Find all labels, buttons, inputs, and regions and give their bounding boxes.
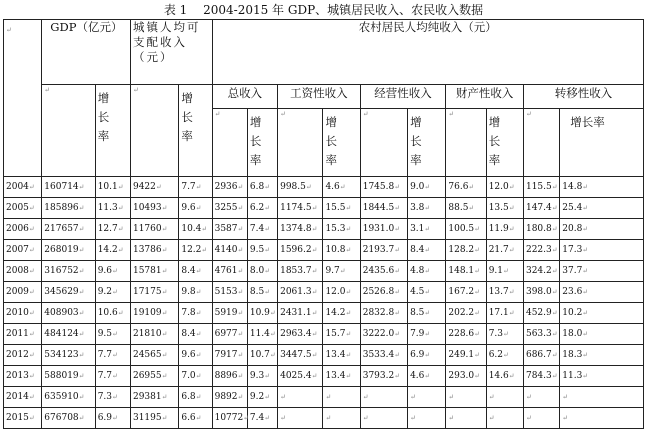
cell-transfer-growth: 10.2↵ [560, 303, 644, 324]
cell-urban-growth: 6.6↵ [179, 408, 212, 429]
table-title: 2004-2015 年 GDP、城镇居民收入、农民收入数据 [203, 3, 484, 17]
cell-business-growth: 4.6↵ [408, 366, 446, 387]
cell-urban-income: 21810↵ [130, 324, 178, 345]
cell-total-income: 10772↵ [212, 408, 247, 429]
cell-year: 2014↵ [4, 387, 42, 408]
cell-business-income: 1745.8↵ [360, 177, 407, 198]
cell-urban-income: 11760↵ [130, 219, 178, 240]
cell-property-growth: 14.6↵ [486, 366, 523, 387]
cell-urban-income: 31195↵ [130, 408, 178, 429]
total-value-header: ↵ [212, 109, 247, 177]
cell-business-growth: ↵ [408, 408, 446, 429]
cell-wage-growth: 13.4↵ [323, 345, 360, 366]
cell-property-income: 128.2↵ [446, 240, 486, 261]
cell-business-income: 3222.0↵ [360, 324, 407, 345]
business-value-header: ↵ [360, 109, 407, 177]
cell-gdp: 217657↵ [42, 219, 95, 240]
cell-property-growth: 17.1↵ [486, 303, 523, 324]
cell-total-growth: 10.9↵ [247, 303, 277, 324]
cell-urban-growth: 9.8↵ [179, 282, 212, 303]
property-value-header: ↵ [446, 109, 486, 177]
cell-transfer-income: 686.7↵ [523, 345, 559, 366]
cell-transfer-income: 115.5↵ [523, 177, 559, 198]
cell-transfer-growth: 11.3↵ [560, 366, 644, 387]
cell-property-growth: 9.1↵ [486, 261, 523, 282]
cell-total-growth: 6.8↵ [247, 177, 277, 198]
cell-business-income: 2832.8↵ [360, 303, 407, 324]
cell-transfer-growth: 20.8↵ [560, 219, 644, 240]
cell-property-growth: 6.2↵ [486, 345, 523, 366]
cell-property-income: 202.2↵ [446, 303, 486, 324]
cell-business-growth: ↵ [408, 387, 446, 408]
cell-gdp-growth: 10.1↵ [95, 177, 130, 198]
cell-gdp-growth: 6.9↵ [95, 408, 130, 429]
cell-property-income: 293.0↵ [446, 366, 486, 387]
cell-gdp-growth: 12.7↵ [95, 219, 130, 240]
cell-wage-growth: 13.4↵ [323, 366, 360, 387]
cell-wage-income: 2963.4↵ [278, 324, 323, 345]
cell-wage-growth: 14.2↵ [323, 303, 360, 324]
table-row [4, 261, 644, 282]
cell-total-growth: 8.0↵ [247, 261, 277, 282]
table-number: 表 1 [163, 3, 188, 17]
table-row [4, 345, 644, 366]
cell-year: 2008↵ [4, 261, 42, 282]
cell-business-income: 1931.0↵ [360, 219, 407, 240]
cell-wage-growth: 4.6↵ [323, 177, 360, 198]
cell-year: 2005↵ [4, 198, 42, 219]
table-row [4, 177, 644, 198]
cell-urban-income: 29381↵ [130, 387, 178, 408]
cell-gdp-growth: 10.6↵ [95, 303, 130, 324]
header-gdp: GDP（亿元） [42, 20, 131, 85]
cell-business-income: 3793.2↵ [360, 366, 407, 387]
cell-wage-income: ↵ [278, 408, 323, 429]
cell-business-growth: 8.4↵ [408, 240, 446, 261]
cell-wage-income: 1853.7↵ [278, 261, 323, 282]
cell-business-growth: 7.9↵ [408, 324, 446, 345]
cell-business-income: ↵ [360, 387, 407, 408]
gdp-value-header: ↵ [42, 85, 95, 177]
cell-transfer-income: 398.0↵ [523, 282, 559, 303]
cell-urban-growth: 10.4↵ [179, 219, 212, 240]
cell-property-growth: 12.0↵ [486, 177, 523, 198]
cell-total-income: 8896↵ [212, 366, 247, 387]
cell-property-growth: ↵ [486, 387, 523, 408]
cell-urban-growth: 7.7↵ [179, 177, 212, 198]
cell-wage-income: 2431.1↵ [278, 303, 323, 324]
cell-total-income: 2936↵ [212, 177, 247, 198]
cell-transfer-income: ↵ [523, 408, 559, 429]
urban-growth-header: 增 长 率 [179, 85, 212, 177]
cell-business-income: 2193.7↵ [360, 240, 407, 261]
header-wage-income: 工资性收入 [278, 85, 361, 109]
cell-transfer-growth: 14.8↵ [560, 177, 644, 198]
cell-transfer-growth: 17.3↵ [560, 240, 644, 261]
cell-gdp-growth: 9.5↵ [95, 324, 130, 345]
cell-gdp: 484124↵ [42, 324, 95, 345]
corner-cell: ↵ [4, 20, 42, 177]
cell-year: 2011↵ [4, 324, 42, 345]
cell-urban-growth: 8.4↵ [179, 324, 212, 345]
cell-urban-growth: 12.2↵ [179, 240, 212, 261]
cell-wage-growth: 10.8↵ [323, 240, 360, 261]
cell-year: 2004↵ [4, 177, 42, 198]
cell-total-income: 9892↵ [212, 387, 247, 408]
cell-property-income: 228.6↵ [446, 324, 486, 345]
property-growth-header: 增 长 率 [486, 109, 523, 177]
cell-gdp-growth: 9.6↵ [95, 261, 130, 282]
cell-business-growth: 4.8↵ [408, 261, 446, 282]
cell-total-income: 4761↵ [212, 261, 247, 282]
cell-urban-growth: 9.6↵ [179, 345, 212, 366]
cell-total-income: 4140↵ [212, 240, 247, 261]
cell-transfer-income: 147.4↵ [523, 198, 559, 219]
cell-urban-growth: 7.0↵ [179, 366, 212, 387]
cell-wage-growth: 9.7↵ [323, 261, 360, 282]
cell-property-income: 148.1↵ [446, 261, 486, 282]
cell-transfer-growth: 37.7↵ [560, 261, 644, 282]
cell-gdp-growth: 14.2↵ [95, 240, 130, 261]
cell-transfer-income: 222.3↵ [523, 240, 559, 261]
cell-wage-growth: ↵ [323, 387, 360, 408]
cell-gdp-growth: 7.3↵ [95, 387, 130, 408]
cell-year: 2009↵ [4, 282, 42, 303]
total-growth-header: 增 长 率 [247, 109, 277, 177]
cell-property-growth: ↵ [486, 408, 523, 429]
wage-growth-header: 增 长 率 [323, 109, 360, 177]
cell-gdp: 676708↵ [42, 408, 95, 429]
cell-property-growth: 21.7↵ [486, 240, 523, 261]
cell-wage-income: 3447.5↵ [278, 345, 323, 366]
cell-urban-income: 26955↵ [130, 366, 178, 387]
cell-property-income: 88.5↵ [446, 198, 486, 219]
cell-property-growth: 7.3↵ [486, 324, 523, 345]
cell-business-income: ↵ [360, 408, 407, 429]
cell-wage-income: 1596.2↵ [278, 240, 323, 261]
cell-gdp: 316752↵ [42, 261, 95, 282]
cell-property-income: ↵ [446, 408, 486, 429]
cell-wage-income: 1174.5↵ [278, 198, 323, 219]
cell-total-income: 3255↵ [212, 198, 247, 219]
cell-transfer-income: 563.3↵ [523, 324, 559, 345]
cell-gdp-growth: 7.7↵ [95, 345, 130, 366]
cell-year: 2007↵ [4, 240, 42, 261]
cell-total-growth: 9.2↵ [247, 387, 277, 408]
cell-total-growth: 7.4↵ [247, 219, 277, 240]
cell-wage-income: ↵ [278, 387, 323, 408]
cell-business-income: 3533.4↵ [360, 345, 407, 366]
cell-transfer-income: 324.2↵ [523, 261, 559, 282]
cell-total-income: 3587↵ [212, 219, 247, 240]
cell-year: 2006↵ [4, 219, 42, 240]
cell-year: 2015↵ [4, 408, 42, 429]
cell-total-growth: 9.3↵ [247, 366, 277, 387]
business-growth-header: 增 长 率 [408, 109, 446, 177]
cell-gdp: 534123↵ [42, 345, 95, 366]
cell-business-growth: 8.5↵ [408, 303, 446, 324]
cell-business-growth: 6.9↵ [408, 345, 446, 366]
cell-total-growth: 6.2↵ [247, 198, 277, 219]
cell-gdp-growth: 7.7↵ [95, 366, 130, 387]
cell-wage-growth: 15.3↵ [323, 219, 360, 240]
cell-urban-income: 9422↵ [130, 177, 178, 198]
table-row [4, 387, 644, 408]
cell-year: 2013↵ [4, 366, 42, 387]
urban-value-header: ↵ [130, 85, 178, 177]
cell-total-income: 7917↵ [212, 345, 247, 366]
cell-gdp-growth: 11.3↵ [95, 198, 130, 219]
cell-gdp: 408903↵ [42, 303, 95, 324]
cell-property-growth: 13.5↵ [486, 198, 523, 219]
cell-wage-growth: 15.7↵ [323, 324, 360, 345]
header-transfer-income: 转移性收入 [523, 85, 643, 109]
cell-urban-growth: 7.8↵ [179, 303, 212, 324]
cell-total-growth: 7.4↵ [247, 408, 277, 429]
cell-gdp: 635910↵ [42, 387, 95, 408]
cell-urban-growth: 9.6↵ [179, 198, 212, 219]
cell-urban-growth: 6.8↵ [179, 387, 212, 408]
cell-year: 2010↵ [4, 303, 42, 324]
cell-gdp: 268019↵ [42, 240, 95, 261]
cell-business-growth: 4.5↵ [408, 282, 446, 303]
cell-transfer-growth: 18.0↵ [560, 324, 644, 345]
cell-total-income: 5153↵ [212, 282, 247, 303]
cell-property-income: 100.5↵ [446, 219, 486, 240]
cell-total-growth: 8.5↵ [247, 282, 277, 303]
data-table [3, 19, 644, 429]
wage-value-header: ↵ [278, 109, 323, 177]
cell-transfer-growth: 25.4↵ [560, 198, 644, 219]
cell-property-income: 76.6↵ [446, 177, 486, 198]
header-urban-income: 城镇人均可支配收入（元） [130, 20, 212, 85]
header-property-income: 财产性收入 [446, 85, 524, 109]
cell-year: 2012↵ [4, 345, 42, 366]
cell-business-growth: 3.8↵ [408, 198, 446, 219]
cell-gdp: 588019↵ [42, 366, 95, 387]
transfer-growth-header: 增长率 [560, 109, 644, 177]
table-row [4, 324, 644, 345]
cell-urban-income: 17175↵ [130, 282, 178, 303]
cell-gdp: 345629↵ [42, 282, 95, 303]
table-row [4, 408, 644, 429]
cell-urban-income: 24565↵ [130, 345, 178, 366]
cell-transfer-income: 784.3↵ [523, 366, 559, 387]
cell-transfer-growth: ↵ [560, 387, 644, 408]
cell-wage-income: 4025.4↵ [278, 366, 323, 387]
cell-transfer-growth: ↵ [560, 408, 644, 429]
cell-transfer-income: ↵ [523, 387, 559, 408]
cell-property-income: 249.1↵ [446, 345, 486, 366]
table-caption [0, 2, 647, 18]
table-row [4, 240, 644, 261]
cell-wage-growth: ↵ [323, 408, 360, 429]
cell-gdp: 185896↵ [42, 198, 95, 219]
cell-wage-income: 998.5↵ [278, 177, 323, 198]
header-rural-income: 农村居民人均纯收入（元） [212, 20, 643, 85]
cell-total-growth: 9.5↵ [247, 240, 277, 261]
table-row [4, 366, 644, 387]
cell-business-income: 2435.6↵ [360, 261, 407, 282]
header-total-income: 总收入 [212, 85, 278, 109]
cell-urban-income: 15781↵ [130, 261, 178, 282]
table-row [4, 282, 644, 303]
cell-business-growth: 9.0↵ [408, 177, 446, 198]
table-row [4, 198, 644, 219]
cell-wage-income: 1374.8↵ [278, 219, 323, 240]
cell-business-income: 2526.8↵ [360, 282, 407, 303]
transfer-value-header: ↵ [523, 109, 559, 177]
cell-urban-income: 13786↵ [130, 240, 178, 261]
cell-business-growth: 3.1↵ [408, 219, 446, 240]
cell-property-income: 167.2↵ [446, 282, 486, 303]
table-row [4, 219, 644, 240]
header-business-income: 经营性收入 [360, 85, 446, 109]
cell-transfer-growth: 18.3↵ [560, 345, 644, 366]
cell-transfer-income: 180.8↵ [523, 219, 559, 240]
cell-urban-income: 10493↵ [130, 198, 178, 219]
cell-property-income: ↵ [446, 387, 486, 408]
cell-urban-income: 19109↵ [130, 303, 178, 324]
cell-wage-income: 2061.3↵ [278, 282, 323, 303]
cell-total-income: 6977↵ [212, 324, 247, 345]
cell-transfer-income: 452.9↵ [523, 303, 559, 324]
cell-gdp-growth: 9.2↵ [95, 282, 130, 303]
cell-property-growth: 11.9↵ [486, 219, 523, 240]
cell-property-growth: 13.7↵ [486, 282, 523, 303]
cell-business-income: 1844.5↵ [360, 198, 407, 219]
cell-urban-growth: 8.4↵ [179, 261, 212, 282]
cell-wage-growth: 15.5↵ [323, 198, 360, 219]
table-row [4, 303, 644, 324]
cell-total-income: 5919↵ [212, 303, 247, 324]
cell-total-growth: 10.7↵ [247, 345, 277, 366]
cell-gdp: 160714↵ [42, 177, 95, 198]
cell-total-growth: 11.4↵ [247, 324, 277, 345]
cell-wage-growth: 12.0↵ [323, 282, 360, 303]
gdp-growth-header: 增 长 率 [95, 85, 130, 177]
cell-transfer-growth: 23.6↵ [560, 282, 644, 303]
